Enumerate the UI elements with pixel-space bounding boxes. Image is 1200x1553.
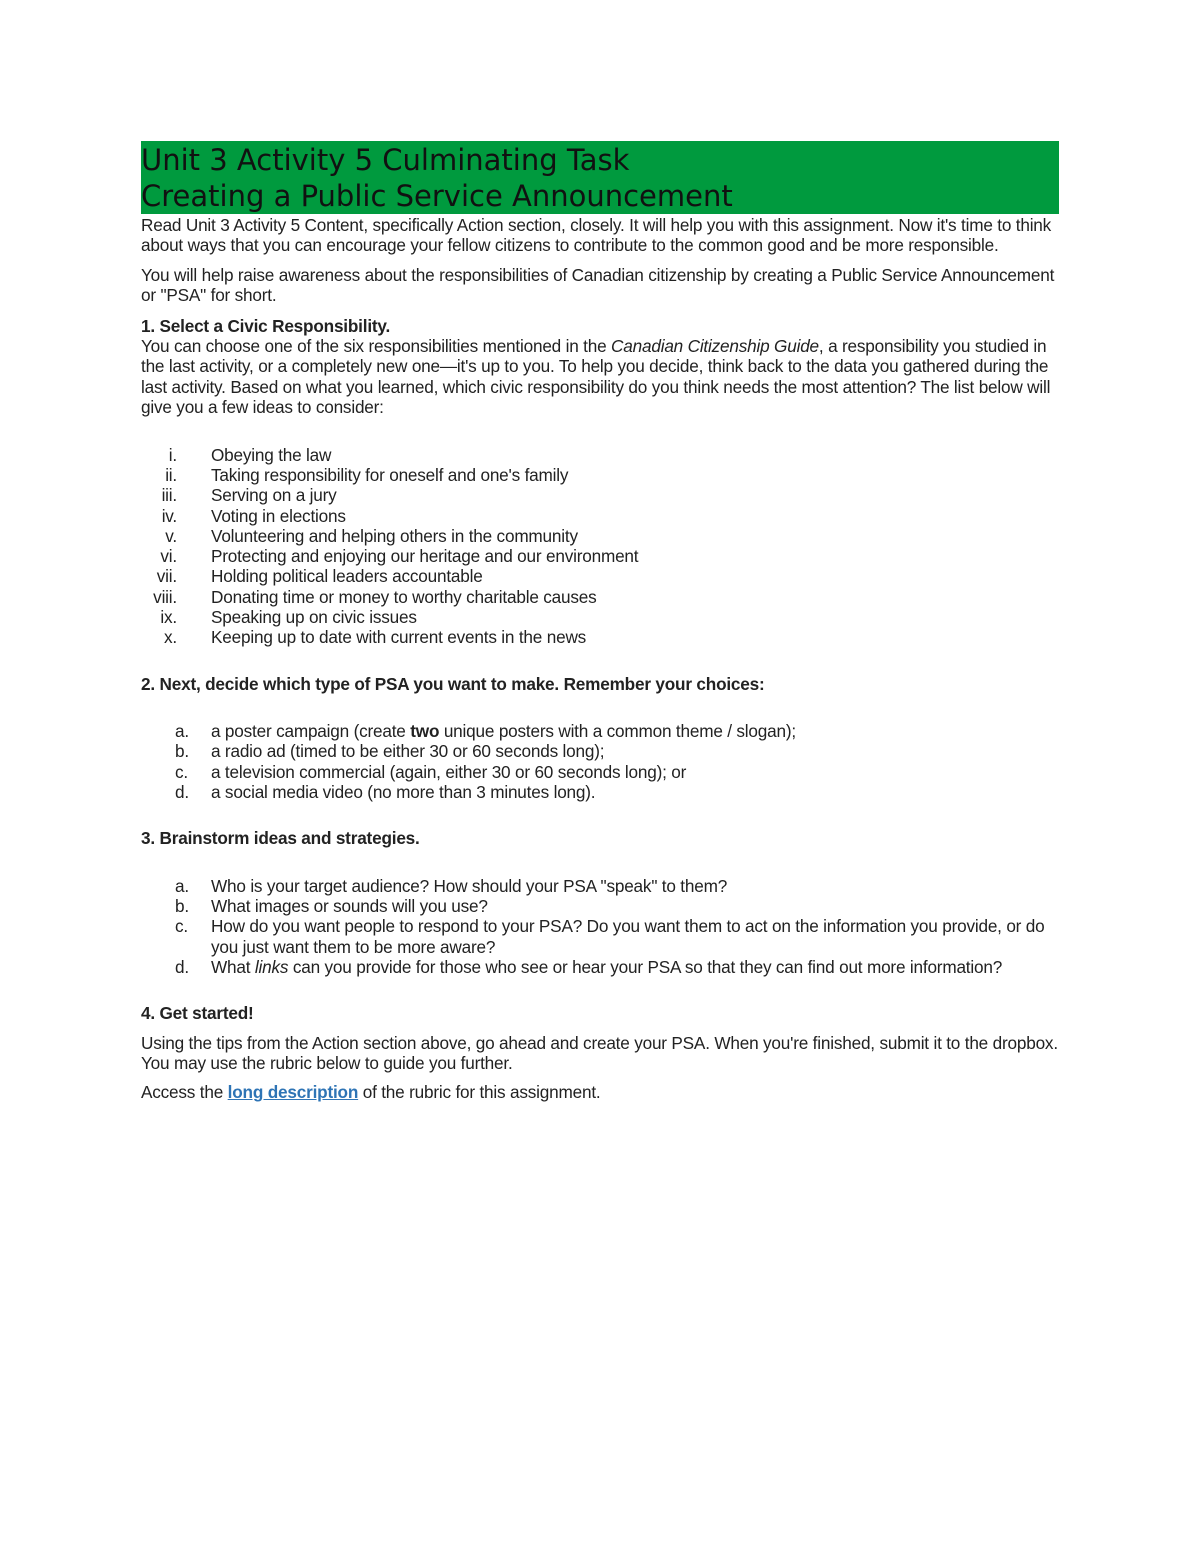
step4-paragraph: Using the tips from the Action section above, go ahead and create your PSA. When you're finished, submit it to the dropbox. You may use the rubric below to guide you further. [141, 1032, 1058, 1073]
list-item [141, 445, 1059, 465]
intro-paragraph-1: Read Unit 3 Activity 5 Content, specifically Action section, closely. It will help you with this assignment. Now it's time to think about ways that you can encourage your fellow citizens to contribute to the common good and be more responsible. [141, 215, 1052, 256]
list-item [141, 485, 1059, 505]
list-item-text: How do you want people to respond to your PSA? Do you want them to act on the information you provide, or do you just want them to be more aware? [211, 916, 1045, 957]
list-marker: d. [175, 956, 189, 977]
list-item-text: a television commercial (again, either 30 or 60 seconds long); or [211, 761, 687, 782]
list-item-text-before: What [211, 956, 255, 977]
list-item-text: Volunteering and helping others in the community [211, 525, 578, 546]
list-marker: vi. [160, 546, 177, 567]
list-item [141, 896, 1059, 916]
list-marker: iii. [161, 485, 177, 506]
step1-text-before: You can choose one of the six responsibilities mentioned in the [141, 336, 612, 357]
list-item [141, 876, 1059, 896]
list-item-text: Keeping up to date with current events in the news [211, 627, 587, 648]
list-item-text: Donating time or money to worthy charitable causes [211, 586, 597, 607]
list-item-text-before: a poster campaign (create [211, 721, 411, 742]
list-item [141, 546, 1059, 566]
title-line-2: Creating a Public Service Announcement [141, 179, 733, 213]
list-item-text-after: unique posters with a common theme / slogan); [439, 721, 796, 742]
list-item [141, 741, 1059, 761]
list-item [141, 587, 1059, 607]
list-marker: iv. [161, 505, 177, 526]
list-item-text: Obeying the law [211, 444, 332, 465]
list-item-italic: links [254, 956, 289, 977]
list-marker: i. [168, 444, 177, 465]
list-item [141, 957, 1059, 977]
step1-text-after: , a responsibility you studied in the last activity, or a completely new one—it's up to you. To help you decide, think back to the data you gathered during the last activity. Based on what you learned, which civic responsibility do you think needs the most attention? The list below will give you a few ideas to consider: [141, 336, 1051, 418]
list-item-text: Holding political leaders accountable [211, 566, 483, 587]
list-marker: b. [175, 741, 189, 762]
responsibility-list [141, 445, 1059, 648]
step1-paragraph [141, 336, 1059, 418]
psa-type-list [141, 721, 1059, 802]
list-item-text: Who is your target audience? How should your PSA "speak" to them? [211, 875, 728, 896]
list-item [141, 566, 1059, 586]
list-marker: ii. [165, 464, 177, 485]
brainstorm-list [141, 876, 1059, 977]
list-item [141, 465, 1059, 485]
list-item [141, 721, 1059, 741]
document-page [141, 141, 1059, 1103]
step2-heading: 2. Next, decide which type of PSA you want to make. Remember your choices: [141, 673, 765, 694]
list-item [141, 782, 1059, 802]
title-line-1: Unit 3 Activity 5 Culminating Task [141, 143, 630, 177]
list-item-text-after: can you provide for those who see or hear your PSA so that they can find out more information? [288, 956, 1003, 977]
list-marker: a. [175, 875, 189, 896]
list-marker: x. [164, 627, 177, 648]
list-item [141, 506, 1059, 526]
list-marker: c. [175, 916, 188, 937]
title-banner [141, 141, 1059, 214]
list-item [141, 762, 1059, 782]
list-item [141, 916, 1059, 957]
list-marker: b. [175, 895, 189, 916]
list-item [141, 627, 1059, 647]
list-item-text: a radio ad (timed to be either 30 or 60 seconds long); [211, 741, 605, 762]
intro-paragraph-2: You will help raise awareness about the responsibilities of Canadian citizenship by creating a Public Service Announcement or "PSA" for short. [141, 264, 1055, 306]
list-item-text: a social media video (no more than 3 minutes long). [211, 781, 596, 802]
list-marker: ix. [160, 607, 177, 628]
list-item-text: What images or sounds will you use? [211, 895, 488, 916]
list-item-text: Speaking up on civic issues [211, 607, 417, 628]
list-marker: viii. [153, 586, 177, 607]
list-item-text: Voting in elections [211, 505, 346, 526]
list-item-text: Taking responsibility for oneself and one's family [211, 464, 569, 485]
step4-heading: 4. Get started! [141, 1003, 254, 1024]
list-marker: c. [175, 761, 188, 782]
access-text-after: of the rubric for this assignment. [358, 1082, 601, 1103]
list-item [141, 607, 1059, 627]
list-marker: vii. [156, 566, 177, 587]
list-marker: d. [175, 781, 189, 802]
guide-title: Canadian Citizenship Guide [611, 336, 819, 357]
list-marker: a. [175, 721, 189, 742]
access-text-before: Access the [141, 1082, 228, 1103]
list-item [141, 526, 1059, 546]
list-item-text: Protecting and enjoying our heritage and our environment [211, 546, 639, 567]
long-description-link[interactable]: long description [227, 1082, 359, 1103]
step3-heading: 3. Brainstorm ideas and strategies. [141, 828, 420, 849]
step1-heading: 1. Select a Civic Responsibility. [141, 315, 391, 336]
list-marker: v. [165, 525, 177, 546]
list-item-text: Serving on a jury [211, 485, 337, 506]
access-paragraph [141, 1082, 1059, 1102]
list-item-bold: two [410, 721, 440, 742]
